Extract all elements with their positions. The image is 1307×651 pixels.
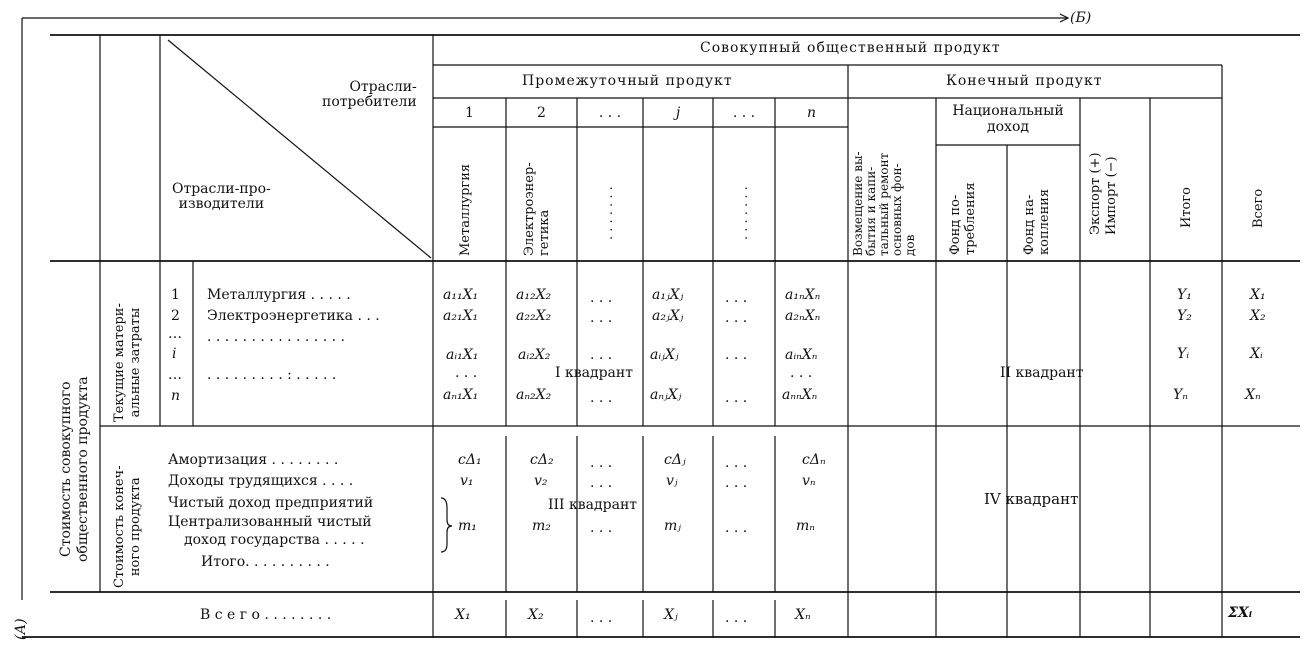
row-num-i: i: [172, 346, 177, 362]
consumers-label: Отрасли- потребители: [322, 79, 417, 110]
cell-a22: a₂₂X₂: [516, 308, 552, 324]
cell-dots: . . .: [590, 455, 613, 471]
col-consumption-fund: Фонд по- требления: [948, 182, 978, 255]
cell-dots: . . .: [725, 610, 748, 626]
national-income-header: Национальный доход: [952, 103, 1064, 135]
row-central: Централизованный чистый: [168, 514, 372, 530]
total-x1: X₁: [455, 607, 471, 623]
cell-ai2: aᵢ₂X₂: [518, 347, 551, 363]
row-num-1: 1: [171, 287, 180, 303]
row-label-dots-2: . . . . . . . . . : . . . . .: [207, 367, 337, 383]
cell-dots: . . .: [725, 455, 748, 471]
cell-c-delta-n: cΔₙ: [802, 452, 826, 468]
cell-dots: . . .: [725, 347, 748, 363]
cell-dots: . . .: [455, 365, 478, 381]
cell-a12: a₁₂X₂: [516, 287, 552, 303]
row-amortization: Амортизация . . . . . . . .: [168, 452, 339, 468]
col-num-1: 1: [465, 105, 474, 121]
col-num-2: 2: [537, 105, 546, 121]
cell-x1: X₁: [1250, 287, 1266, 303]
col-num-dots: . . .: [598, 105, 622, 121]
cell-a21: a₂₁X₁: [443, 308, 479, 324]
cell-aij: aᵢⱼXⱼ: [650, 347, 679, 363]
cell-dots: . . .: [725, 475, 748, 491]
axis-b-label: (Б): [1070, 10, 1092, 26]
cell-m1: m₁: [458, 518, 477, 534]
value-total-label: Стоимость совокупного общественного продукта: [58, 376, 91, 562]
final-header: Конечный продукт: [946, 73, 1103, 89]
cell-anj: aₙⱼXⱼ: [650, 387, 682, 403]
col-accumulation-fund: Фонд на- копления: [1022, 188, 1052, 255]
row-vsego: В с е г о . . . . . . . .: [200, 607, 332, 623]
col-all: Всего: [1251, 188, 1266, 228]
cell-dots: . . .: [725, 310, 748, 326]
row-label-dots: . . . . . . . . . . . . . . . .: [207, 329, 345, 345]
cell-a1j: a₁ⱼXⱼ: [652, 287, 684, 303]
row-num-2: 2: [171, 308, 180, 324]
cell-vn: vₙ: [802, 473, 816, 489]
cell-mn: mₙ: [796, 518, 815, 534]
cell-dots: . . .: [590, 310, 613, 326]
col-replacement: Возмещение вы- бытия и капи- тальный ремонт основных фон- дов: [851, 151, 917, 256]
cell-dots: . . .: [725, 390, 748, 406]
cell-ain: aᵢₙXₙ: [785, 347, 818, 363]
col-name-dots-2: . . . . . . .: [736, 186, 751, 240]
cell-yn: Yₙ: [1173, 387, 1188, 403]
cell-xn: Xₙ: [1245, 387, 1261, 403]
row-label-electro: Электроэнергетика . . .: [207, 308, 380, 324]
col-num-j: j: [675, 105, 681, 121]
cell-v1: v₁: [460, 473, 474, 489]
row-label-metallurgy: Металлургия . . . . .: [207, 287, 351, 303]
total-x2: X₂: [528, 607, 544, 623]
row-itogo: Итого. . . . . . . . . .: [201, 554, 330, 570]
col-name-dots: . . . . . . .: [601, 186, 616, 240]
cell-x2: X₂: [1250, 308, 1266, 324]
cell-dots: . . .: [725, 290, 748, 306]
cell-dots: . . .: [590, 610, 613, 626]
cell-a1n: a₁ₙXₙ: [785, 287, 821, 303]
cell-an2: aₙ₂X₂: [516, 387, 552, 403]
cell-an1: aₙ₁X₁: [443, 387, 479, 403]
cell-a2j: a₂ⱼXⱼ: [652, 308, 684, 324]
producers-label: Отрасли-про- изводители: [172, 181, 271, 212]
col-name-electro: Электроэнер- гетика: [522, 162, 552, 256]
cell-vj: vⱼ: [666, 473, 678, 489]
cell-c-delta-2: cΔ₂: [530, 452, 554, 468]
total-sum-xi: ΣXᵢ: [1228, 605, 1253, 621]
cell-dots: . . .: [590, 290, 613, 306]
col-name-metallurgy: Металлургия: [458, 163, 473, 256]
cell-dots: . . .: [725, 520, 748, 536]
cell-y2: Y₂: [1177, 308, 1192, 324]
cell-c-delta-j: cΔⱼ: [664, 452, 686, 468]
cell-dots: . . .: [590, 520, 613, 536]
row-net-income: Чистый доход предприятий: [168, 495, 374, 511]
row-num-n: n: [171, 388, 181, 404]
col-total: Итого: [1179, 187, 1194, 228]
cell-dots: . . .: [790, 365, 813, 381]
cell-dots: . . .: [590, 390, 613, 406]
axis-a-label: (А): [13, 618, 29, 640]
intermediate-header: Промежуточный продукт: [522, 73, 733, 89]
quadrant-3-label: III квадрант: [548, 497, 638, 513]
col-export-import: Экспорт (+) Импорт (−): [1088, 152, 1119, 235]
row-num-dots: …: [168, 326, 182, 342]
cell-m2: m₂: [532, 518, 551, 534]
cell-y1: Y₁: [1177, 287, 1192, 303]
cell-xi: Xᵢ: [1250, 346, 1263, 362]
cell-dots: . . .: [590, 347, 613, 363]
current-costs-label: Текущие матери- альные затраты: [112, 303, 143, 422]
col-num-n: n: [806, 105, 817, 121]
total-product-header: Совокупный общественный продукт: [700, 40, 1001, 56]
cell-dots: . . .: [590, 475, 613, 491]
total-xn: Xₙ: [795, 607, 811, 623]
cell-a11: a₁₁X₁: [443, 287, 479, 303]
row-gov: доход государства . . . . .: [184, 532, 365, 548]
cell-ann: aₙₙXₙ: [782, 387, 818, 403]
final-value-label: Стоимость конеч- ного продукта: [112, 465, 143, 588]
cell-a2n: a₂ₙXₙ: [785, 308, 821, 324]
cell-v2: v₂: [534, 473, 548, 489]
quadrant-4-label: IV квадрант: [984, 490, 1079, 508]
cell-mj: mⱼ: [664, 518, 681, 534]
row-num-dots-2: …: [168, 367, 182, 383]
cell-yi: Yᵢ: [1177, 346, 1190, 362]
col-num-dots-2: . . .: [732, 105, 756, 121]
quadrant-2-label: II квадрант: [1000, 365, 1084, 381]
cell-ai1: aᵢ₁X₁: [446, 347, 479, 363]
total-xj: Xⱼ: [664, 607, 678, 623]
quadrant-1-label: I квадрант: [555, 365, 633, 381]
row-wages: Доходы трудящихся . . . .: [168, 473, 354, 489]
cell-c-delta-1: cΔ₁: [458, 452, 482, 468]
